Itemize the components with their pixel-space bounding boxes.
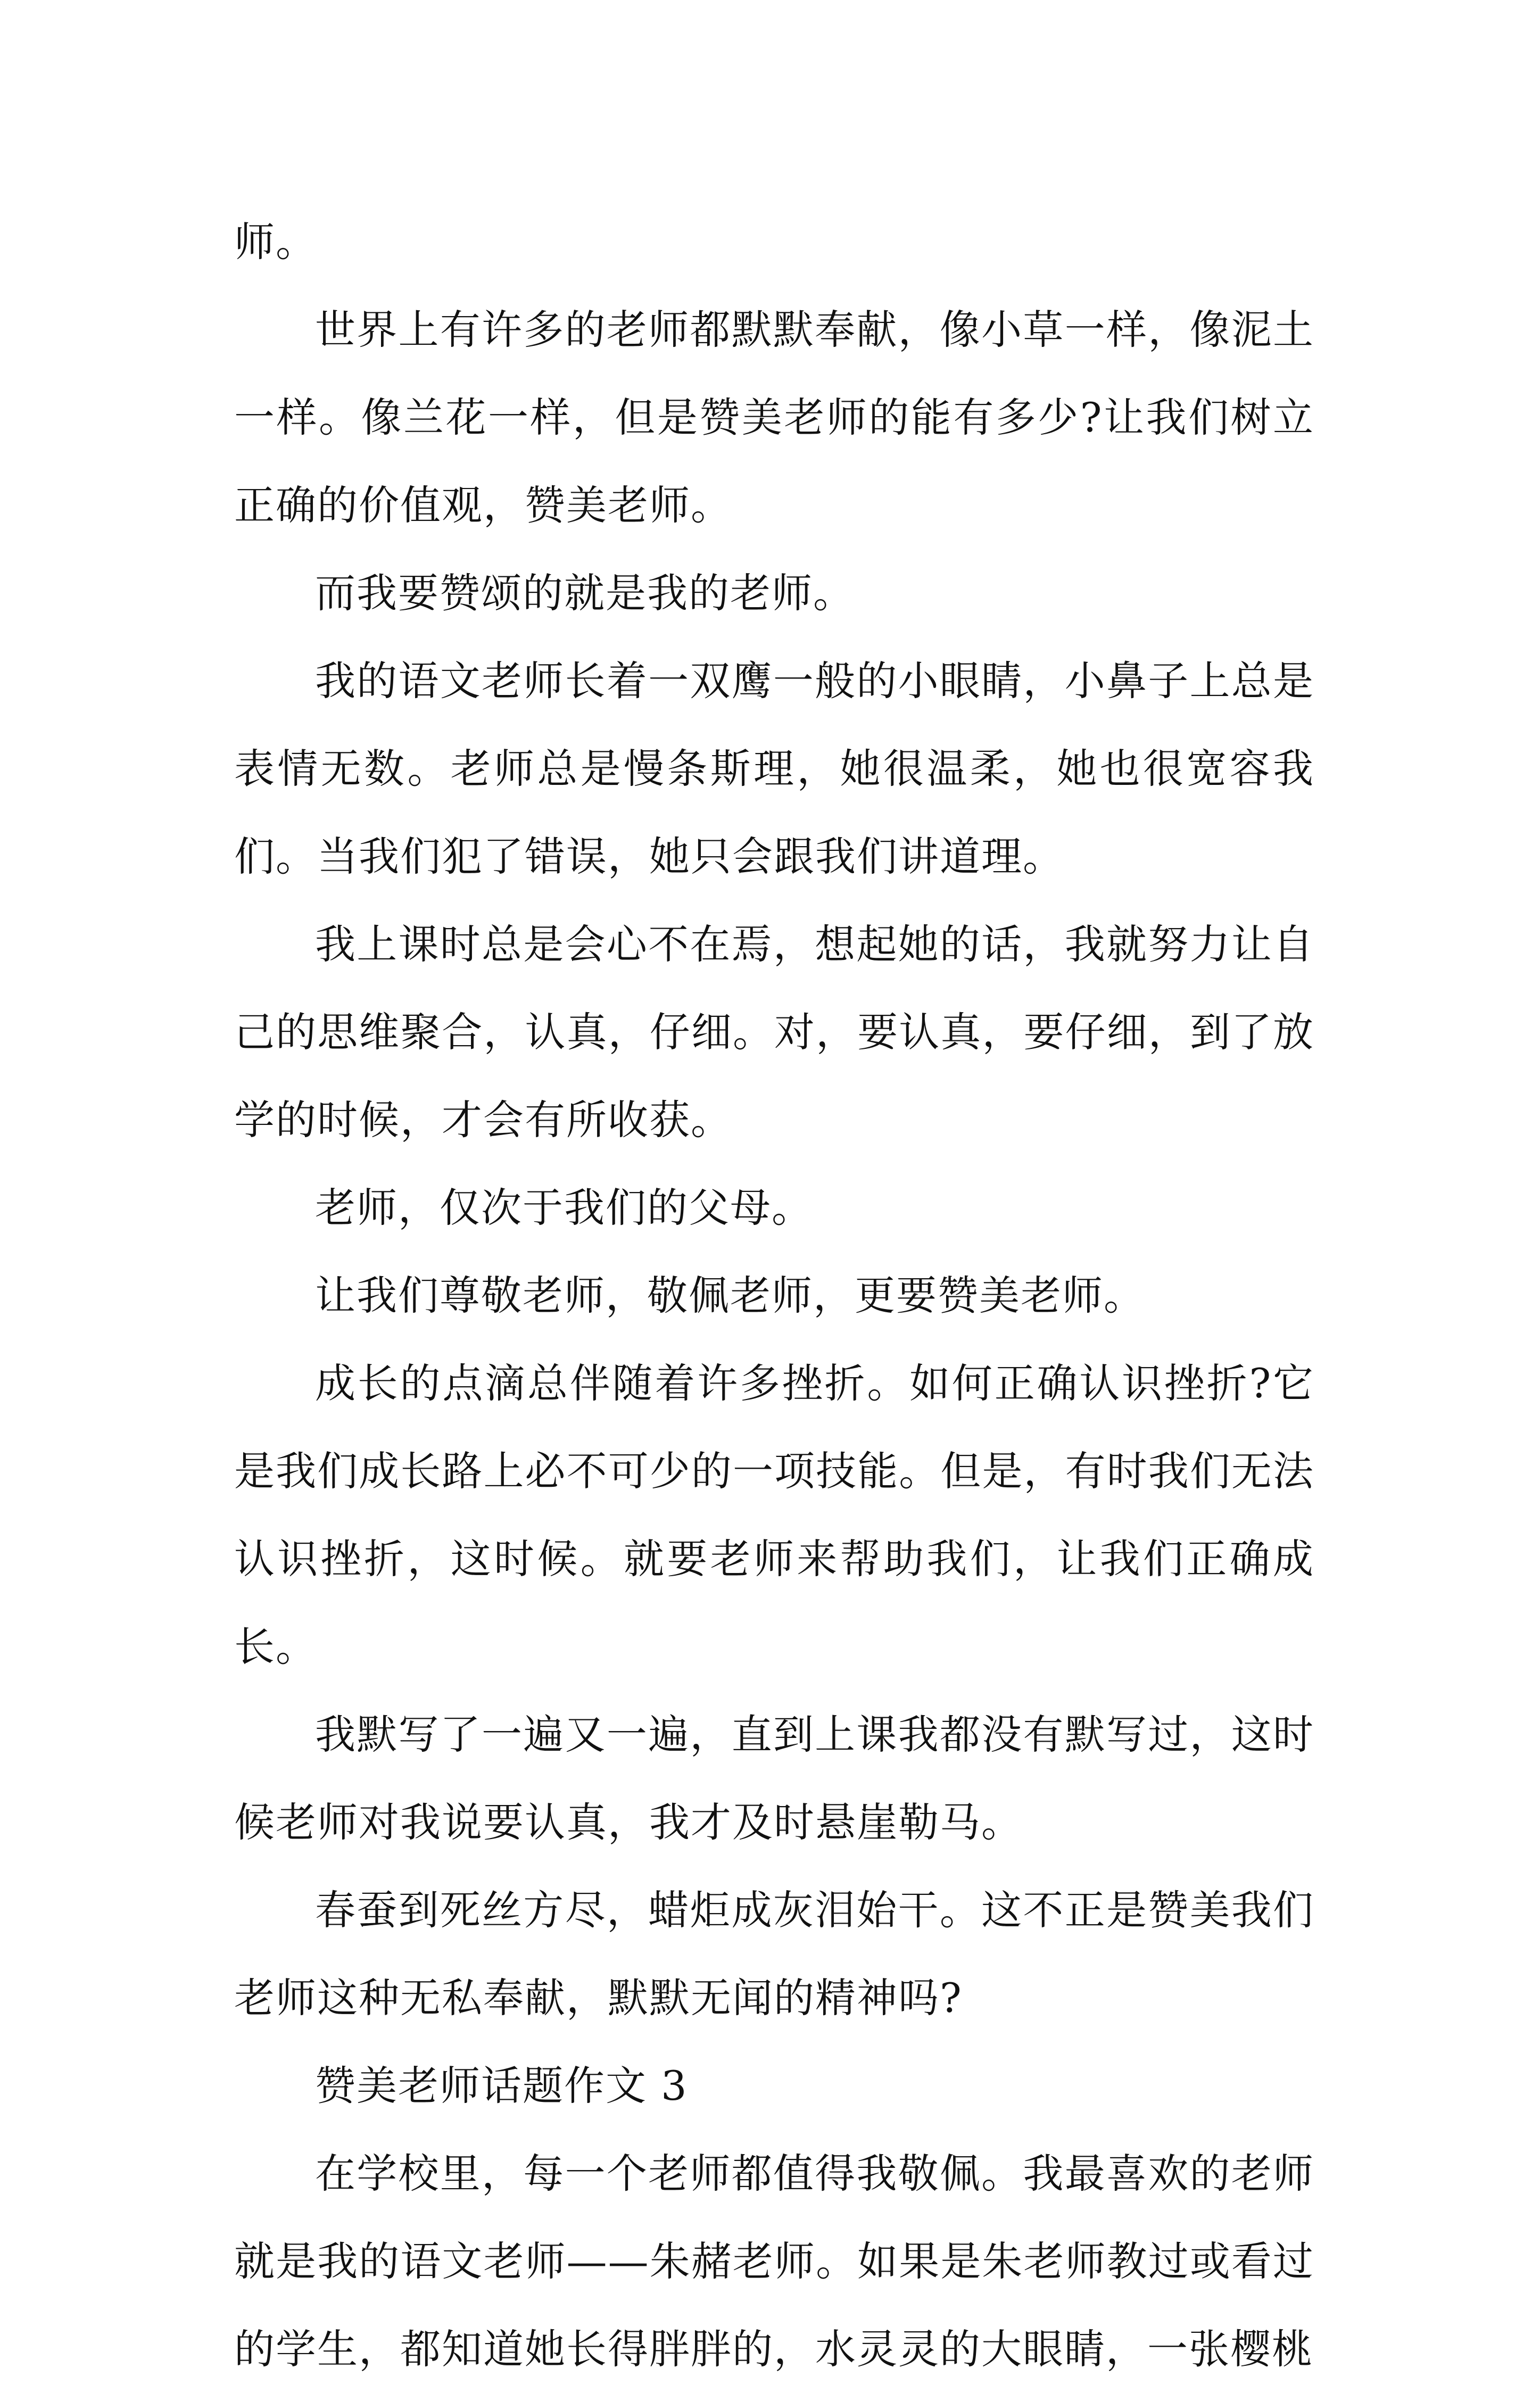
document-body	[234, 198, 1314, 2393]
paragraph-9: 春蚕到死丝方尽，蜡炬成灰泪始干。这不正是赞美我们老师这种无私奉献，默默无闻的精神吗?	[234, 1886, 1314, 2022]
paragraph-2: 而我要赞颂的就是我的老师。	[315, 569, 855, 617]
paragraph-7: 成长的点滴总伴随着许多挫折。如何正确认识挫折?它是我们成长路上必不可少的一项技能。但是，有时我们无法认识挫折，这时候。就要老师来帮助我们，让我们正确成长。	[234, 1360, 1314, 1670]
paragraph-4: 我上课时总是会心不在焉，想起她的话，我就努力让自己的思维聚合，认真，仔细。对，要认真，要仔细，到了放学的时候，才会有所收获。	[234, 921, 1314, 1144]
section-heading: 赞美老师话题作文 3	[315, 2062, 688, 2109]
paragraph-11: 在学校里，每一个老师都值得我敬佩。我最喜欢的老师就是我的语文老师——朱赭老师。如果是朱老师教过或看过的学生，都知道她长得胖胖的，水灵灵的大眼睛，一张樱桃	[234, 2150, 1314, 2373]
paragraph-5: 老师，仅次于我们的父母。	[315, 1184, 813, 1231]
paragraph-1: 世界上有许多的老师都默默奉献，像小草一样，像泥土一样。像兰花一样，但是赞美老师的能有多少?让我们树立正确的价值观，赞美老师。	[234, 306, 1314, 529]
paragraph-3: 我的语文老师长着一双鹰一般的小眼睛，小鼻子上总是表情无数。老师总是慢条斯理，她很温柔，她也很宽容我们。当我们犯了错误，她只会跟我们讲道理。	[234, 657, 1314, 880]
paragraph-8: 我默写了一遍又一遍，直到上课我都没有默写过，这时候老师对我说要认真，我才及时悬崖勒马。	[234, 1711, 1314, 1846]
paragraph-0: 师。	[234, 218, 317, 266]
paragraph-6: 让我们尊敬老师，敬佩老师，更要赞美老师。	[315, 1272, 1145, 1319]
